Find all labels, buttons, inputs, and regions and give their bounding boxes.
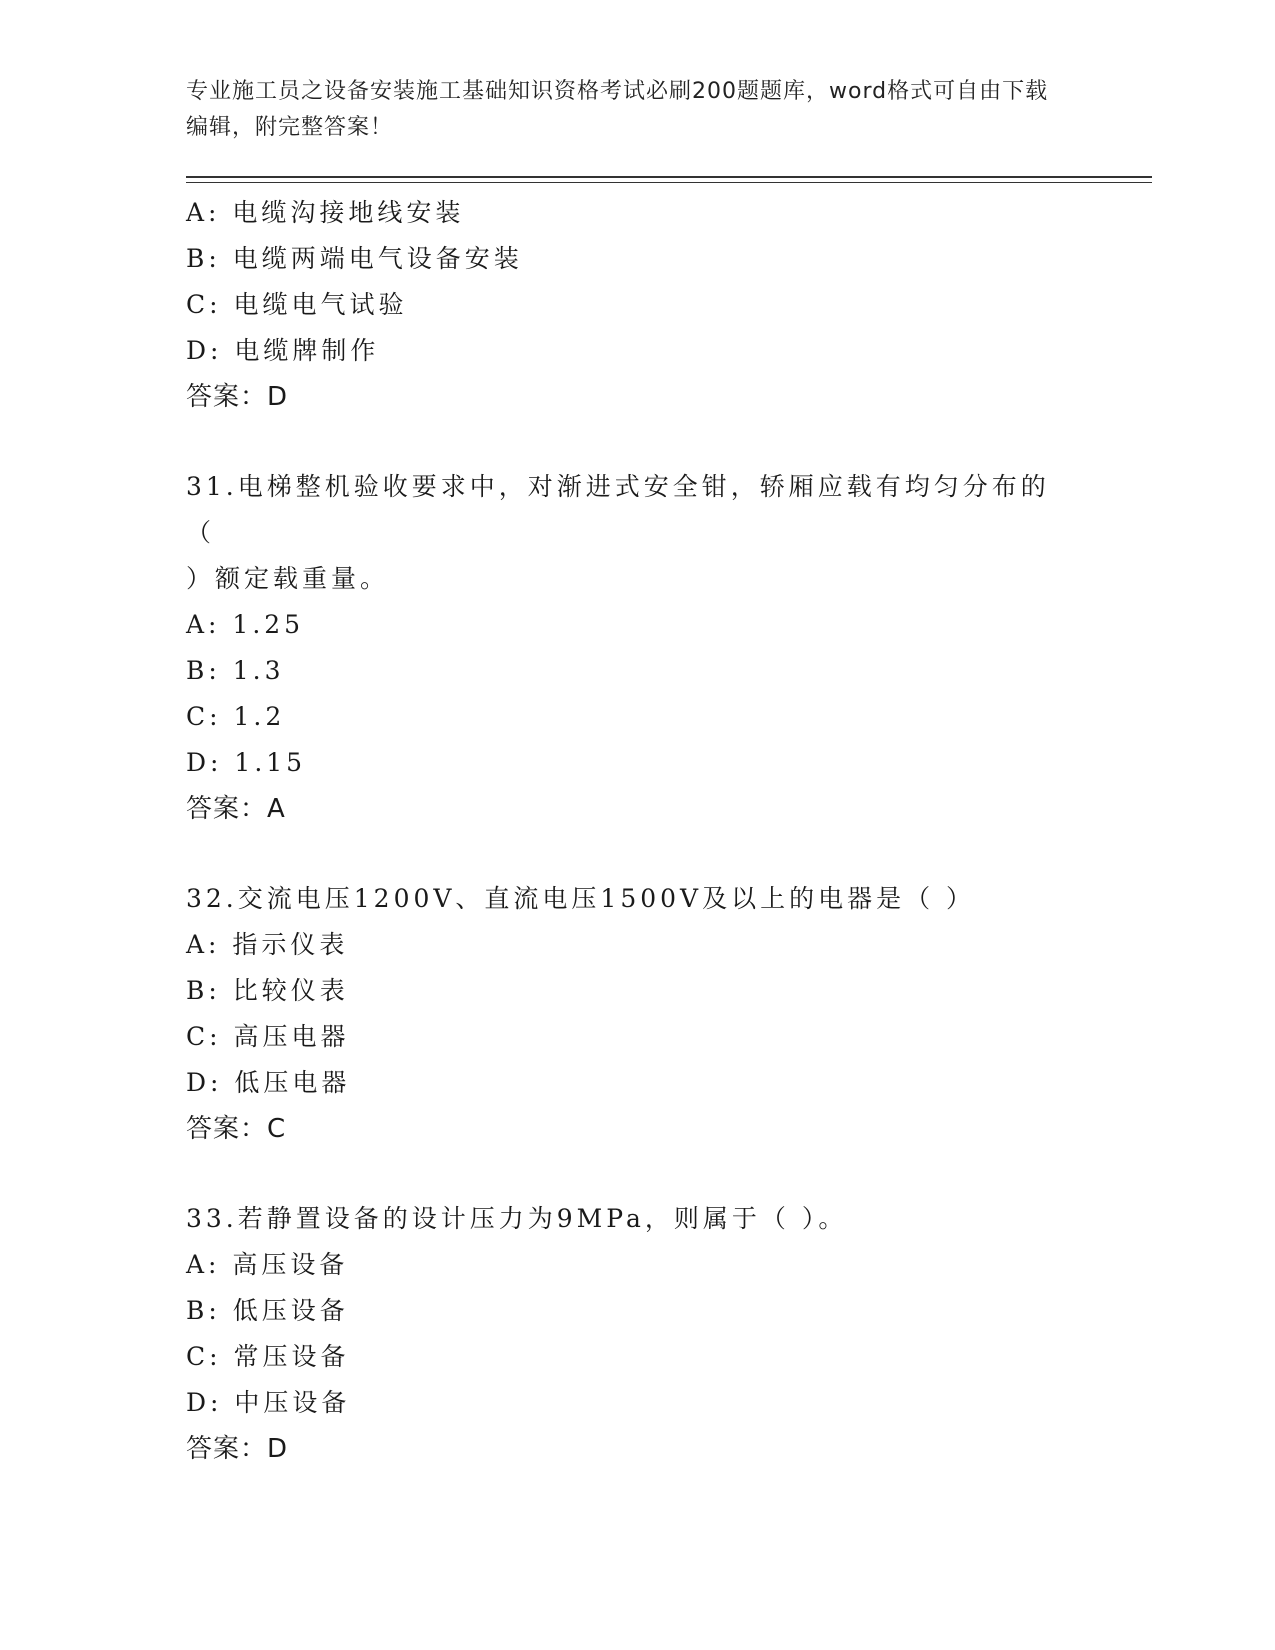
question-31 bbox=[186, 464, 1086, 832]
question-stem: 32.交流电压1200V、直流电压1500V及以上的电器是（ ） bbox=[186, 884, 976, 913]
option-c: C: 高压电器 bbox=[186, 1022, 350, 1051]
header-divider-thin bbox=[186, 182, 1152, 183]
option-a: A: 高压设备 bbox=[186, 1250, 349, 1279]
option-c: C: 1.2 bbox=[186, 702, 286, 731]
question-32 bbox=[186, 876, 1086, 1152]
question-stem: 33.若静置设备的设计压力为9MPa，则属于（ ）。 bbox=[186, 1204, 848, 1233]
option-a: A: 1.25 bbox=[186, 610, 305, 639]
question-33 bbox=[186, 1196, 1086, 1472]
option-b: B: 低压设备 bbox=[186, 1296, 349, 1325]
document-header: 专业施工员之设备安装施工基础知识资格考试必刷200题题库，word格式可自由下载编辑，附完整答案！ bbox=[186, 79, 1049, 140]
option-d: D: 低压电器 bbox=[186, 1068, 351, 1097]
option-c: C: 电缆电气试验 bbox=[186, 290, 408, 319]
option-b: B: 1.3 bbox=[186, 656, 285, 685]
question-partial bbox=[186, 190, 1086, 420]
option-a: A: 电缆沟接地线安装 bbox=[186, 198, 465, 227]
option-d: D: 1.15 bbox=[186, 748, 307, 777]
option-b: B: 电缆两端电气设备安装 bbox=[186, 244, 523, 273]
answer: 答案：C bbox=[186, 1114, 287, 1144]
question-stem: 31.电梯整机验收要求中，对渐进式安全钳，轿厢应载有均匀分布的（ ）额定载重量。 bbox=[186, 472, 1050, 593]
answer: 答案：A bbox=[186, 794, 286, 824]
answer: 答案：D bbox=[186, 1434, 289, 1464]
option-b: B: 比较仪表 bbox=[186, 976, 349, 1005]
option-a: A: 指示仪表 bbox=[186, 930, 349, 959]
option-c: C: 常压设备 bbox=[186, 1342, 350, 1371]
header-divider-thick bbox=[186, 176, 1152, 178]
option-d: D: 电缆牌制作 bbox=[186, 336, 380, 365]
answer: 答案：D bbox=[186, 382, 289, 412]
option-d: D: 中压设备 bbox=[186, 1388, 351, 1417]
question-list bbox=[186, 190, 1086, 1472]
